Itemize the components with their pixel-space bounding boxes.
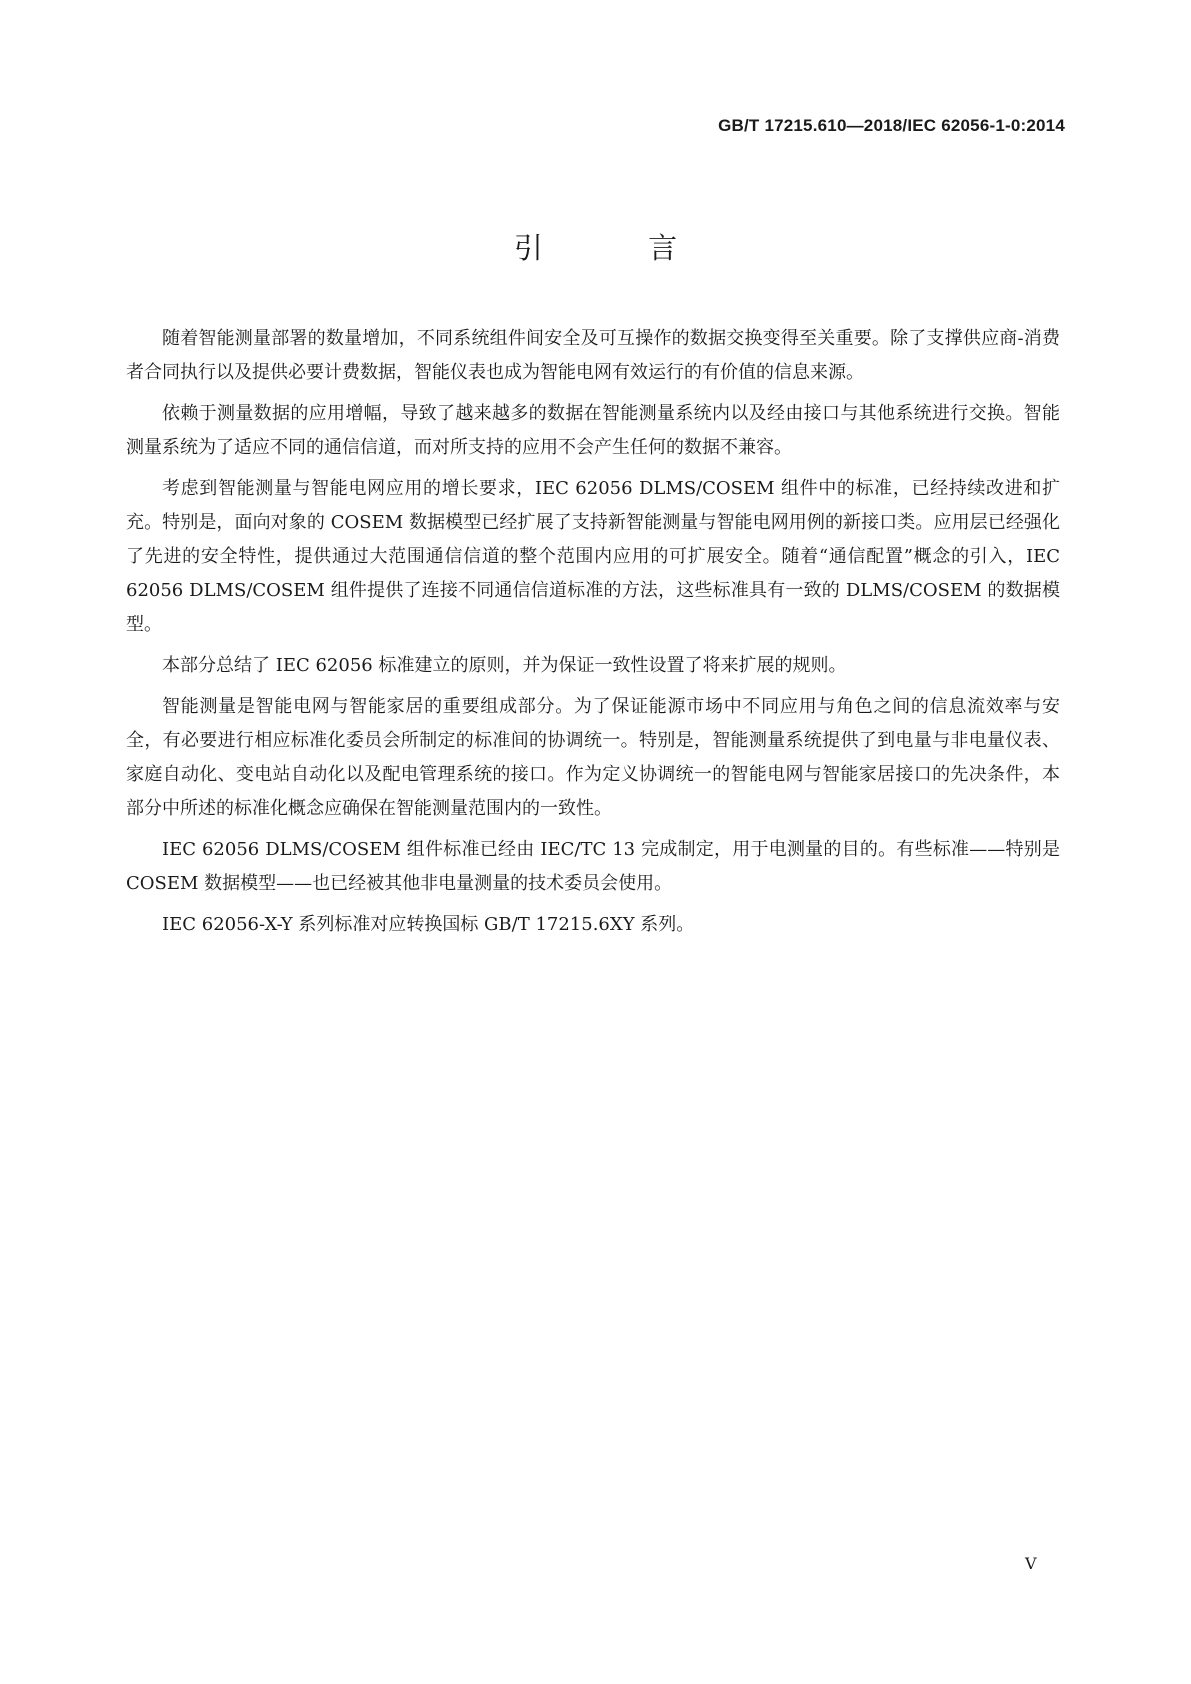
paragraph-6: IEC 62056 DLMS/COSEM 组件标准已经由 IEC/TC 13 完成制定，用于电测量的目的。有些标准——特别是 COSEM 数据模型——也已经被其他非电量测量的技术委员会使用。	[126, 839, 1060, 894]
standard-code: GB/T 17215.610—2018/IEC 62056-1-0:2014	[718, 116, 1065, 135]
paragraph-7: IEC 62056-X-Y 系列标准对应转换国标 GB/T 17215.6XY 系列。	[162, 914, 695, 935]
paragraph-5: 智能测量是智能电网与智能家居的重要组成部分。为了保证能源市场中不同应用与角色之间的信息流效率与安全，有必要进行相应标准化委员会所制定的标准间的协调统一。特别是，智能测量系统提供了到电量与非电量仪表、家庭自动化、变电站自动化以及配电管理系统的接口。作为定义协调统一的智能电网与智能家居接口的先决条件，本部分中所述的标准化概念应确保在智能测量范围内的一致性。	[126, 696, 1060, 819]
paragraph-2: 依赖于测量数据的应用增幅，导致了越来越多的数据在智能测量系统内以及经由接口与其他系统进行交换。智能测量系统为了适应不同的通信信道，而对所支持的应用不会产生任何的数据不兼容。	[126, 403, 1060, 458]
paragraph-3: 考虑到智能测量与智能电网应用的增长要求，IEC 62056 DLMS/COSEM 组件中的标准，已经持续改进和扩充。特别是，面向对象的 COSEM 数据模型已经扩展了支持新智能测量与智能电网用例的新接口类。应用层已经强化了先进的安全特性，提供通过大范围通信信道的整个范围内应用的可扩展安全。随着“通信配置”概念的引入，IEC 62056 DLMS/COSEM 组件提供了连接不同通信信道标准的方法，这些标准具有一致的 DLMS/COSEM 的数据模型。	[126, 478, 1060, 635]
page-number: V	[1025, 1554, 1037, 1573]
paragraph-4: 本部分总结了 IEC 62056 标准建立的原则，并为保证一致性设置了将来扩展的规则。	[162, 655, 847, 676]
paragraph-1: 随着智能测量部署的数量增加，不同系统组件间安全及可互操作的数据交换变得至关重要。除了支撑供应商-消费者合同执行以及提供必要计费数据，智能仪表也成为智能电网有效运行的有价值的信息来源。	[126, 328, 1060, 383]
page-title: 引 言	[513, 231, 726, 265]
introduction-body	[126, 322, 1060, 949]
